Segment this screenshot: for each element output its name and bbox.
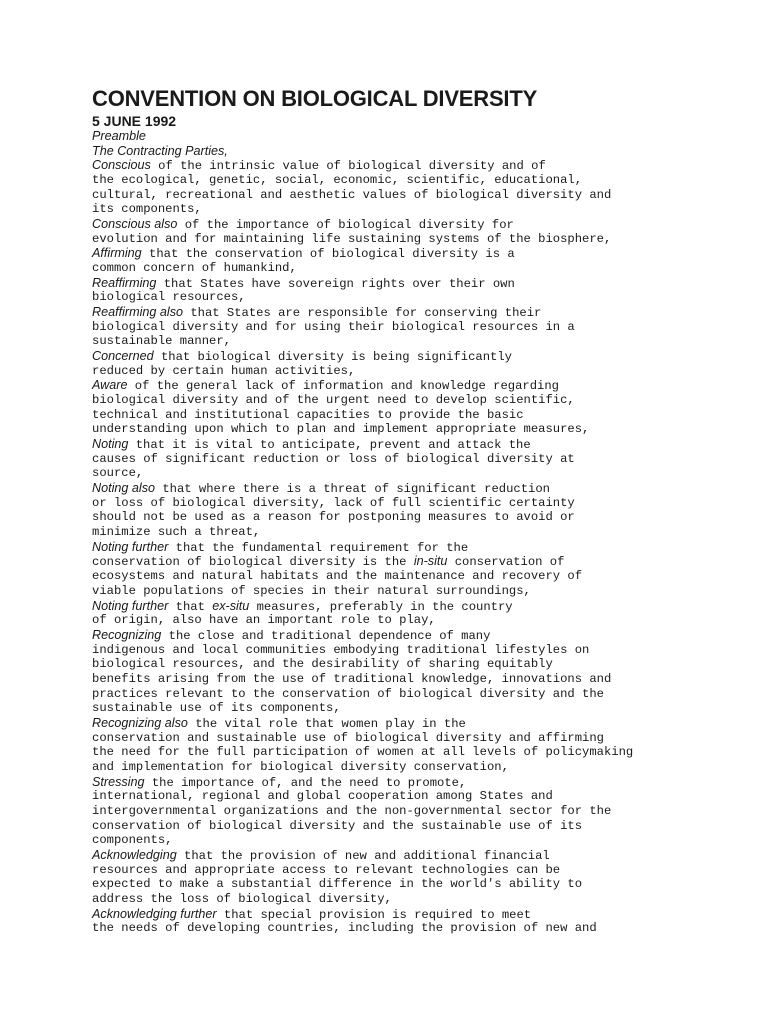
italic-term: Preamble xyxy=(92,129,146,143)
text-line xyxy=(92,804,692,819)
text-line xyxy=(92,408,692,423)
text-line xyxy=(92,599,692,614)
italic-term: Aware xyxy=(92,378,128,393)
italic-term: Reaffirming also xyxy=(92,305,183,320)
document-title: CONVENTION ON BIOLOGICAL DIVERSITY xyxy=(92,86,538,111)
text-run: that the conservation of biological diversity is a xyxy=(141,247,515,262)
text-line xyxy=(92,760,692,775)
text-line xyxy=(92,863,692,878)
text-run: the vital role that women play in the xyxy=(187,716,466,731)
italic-term: Reaffirming xyxy=(92,275,157,290)
text-run: address the loss of biological diversity, xyxy=(92,891,392,906)
text-run: biological diversity and for using their biological resources in a xyxy=(92,319,575,334)
text-run: and implementation for biological diversity conservation, xyxy=(92,759,509,774)
text-run: that special provision is required to meet xyxy=(216,907,532,922)
text-line xyxy=(92,745,692,760)
text-run: sustainable manner, xyxy=(92,334,231,349)
text-line xyxy=(92,232,692,247)
document-page xyxy=(92,87,692,936)
text-run: the ecological, genetic, social, economic, scientific, educational, xyxy=(92,173,583,188)
text-run: the need for the full participation of women at all levels of policymaking xyxy=(92,745,634,760)
text-run: ecosystems and natural habitats and the maintenance and recovery of xyxy=(92,569,583,584)
text-run: that the provision of new and additional financial xyxy=(176,848,550,863)
text-run: international, regional and global cooperation among States and xyxy=(92,789,553,804)
text-line xyxy=(92,525,692,540)
text-line xyxy=(92,716,692,731)
text-line xyxy=(92,496,692,511)
text-run: conservation of xyxy=(447,555,565,570)
text-run: expected to make a substantial difference in the world's ability to xyxy=(92,877,583,892)
text-run: of the importance of biological diversity for xyxy=(177,218,514,233)
text-line xyxy=(92,364,692,379)
text-run: conservation of biological diversity is the xyxy=(92,555,414,570)
italic-term: Concerned xyxy=(92,349,154,364)
text-run: the close and traditional dependence of many xyxy=(161,628,491,643)
text-run: causes of significant reduction or loss of biological diversity at xyxy=(92,451,575,466)
italic-term: Recognizing xyxy=(92,627,162,642)
text-run: biological resources, xyxy=(92,290,246,305)
text-line xyxy=(92,657,692,672)
text-run: practices relevant to the conservation of biological diversity and the xyxy=(92,686,604,701)
italic-term: Recognizing also xyxy=(92,715,188,730)
text-line xyxy=(92,290,692,305)
text-line xyxy=(92,144,692,159)
text-line xyxy=(92,437,692,452)
text-line xyxy=(92,393,692,408)
text-run: benefits arising from the use of traditional knowledge, innovations and xyxy=(92,671,612,686)
text-line xyxy=(92,731,692,746)
text-run: or loss of biological diversity, lack of full scientific certainty xyxy=(92,495,575,510)
text-line xyxy=(92,892,692,907)
text-run: that where there is a threat of significant reduction xyxy=(155,482,550,497)
text-line xyxy=(92,305,692,320)
text-line xyxy=(92,334,692,349)
text-line xyxy=(92,188,692,203)
italic-term: Conscious also xyxy=(92,217,178,232)
text-line xyxy=(92,833,692,848)
italic-term: ex-situ xyxy=(212,598,250,613)
text-line xyxy=(92,510,692,525)
text-run: technical and institutional capacities to provide the basic xyxy=(92,407,524,422)
italic-term: Noting further xyxy=(92,598,169,613)
italic-term: Acknowledging xyxy=(92,847,177,862)
text-run: of the general lack of information and knowledge regarding xyxy=(127,379,559,394)
italic-term: Noting also xyxy=(92,481,156,496)
italic-term: Affirming xyxy=(92,246,142,261)
italic-term: in-situ xyxy=(413,554,448,569)
document-body xyxy=(92,129,692,936)
text-line xyxy=(92,584,692,599)
text-line xyxy=(92,202,692,217)
text-run: understanding upon which to plan and implement appropriate measures, xyxy=(92,422,590,437)
text-line xyxy=(92,687,692,702)
text-run: of origin, also have an important role to play, xyxy=(92,613,436,628)
text-run: viable populations of species in their natural surroundings, xyxy=(92,583,531,598)
text-run: the needs of developing countries, including the provision of new and xyxy=(92,921,597,936)
italic-term: Noting further xyxy=(92,539,169,554)
text-run: intergovernmental organizations and the non-governmental sector for the xyxy=(92,803,612,818)
text-run: measures, preferably in the country xyxy=(249,599,513,614)
text-line xyxy=(92,173,692,188)
text-line xyxy=(92,422,692,437)
text-run: that it is vital to anticipate, prevent and attack the xyxy=(128,438,531,453)
text-line xyxy=(92,789,692,804)
text-run: cultural, recreational and aesthetic values of biological diversity and xyxy=(92,187,612,202)
text-run: should not be used as a reason for postponing measures to avoid or xyxy=(92,510,575,525)
text-run: that States are responsible for conserving their xyxy=(183,306,542,321)
text-line xyxy=(92,320,692,335)
text-run: source, xyxy=(92,466,144,481)
text-line xyxy=(92,217,692,232)
text-line xyxy=(92,158,692,173)
text-line xyxy=(92,378,692,393)
text-run: that xyxy=(168,599,213,614)
text-line xyxy=(92,452,692,467)
text-line xyxy=(92,628,692,643)
text-run: conservation of biological diversity and the sustainable use of its xyxy=(92,818,583,833)
text-line xyxy=(92,921,692,936)
text-run: biological resources, and the desirability of sharing equitably xyxy=(92,657,553,672)
text-line xyxy=(92,276,692,291)
text-line xyxy=(92,701,692,716)
text-line xyxy=(92,349,692,364)
italic-term: Conscious xyxy=(92,158,151,173)
text-line xyxy=(92,848,692,863)
text-run: resources and appropriate access to relevant technologies can be xyxy=(92,862,561,877)
text-run: components, xyxy=(92,833,173,848)
text-line xyxy=(92,613,692,628)
text-line xyxy=(92,672,692,687)
document-date: 5 JUNE 1992 xyxy=(92,113,177,129)
text-run: biological diversity and of the urgent need to develop scientific, xyxy=(92,393,575,408)
text-line xyxy=(92,877,692,892)
text-run: minimize such a threat, xyxy=(92,525,261,540)
text-line xyxy=(92,775,692,790)
text-line xyxy=(92,261,692,276)
text-line xyxy=(92,246,692,261)
text-run: that the fundamental requirement for the xyxy=(168,540,469,555)
text-run: indigenous and local communities embodying traditional lifestyles on xyxy=(92,642,590,657)
italic-term: Acknowledging further xyxy=(92,906,217,921)
italic-term: The Contracting Parties, xyxy=(92,143,228,158)
text-run: sustainable use of its components, xyxy=(92,701,341,716)
text-run: that biological diversity is being significantly xyxy=(153,350,512,365)
text-run: its components, xyxy=(92,202,202,217)
text-run: reduced by certain human activities, xyxy=(92,363,356,378)
text-line xyxy=(92,466,692,481)
text-line xyxy=(92,554,692,569)
text-line xyxy=(92,907,692,922)
text-run: conservation and sustainable use of biological diversity and affirming xyxy=(92,730,604,745)
text-line xyxy=(92,540,692,555)
text-run: common concern of humankind, xyxy=(92,261,297,276)
text-run: of the intrinsic value of biological diversity and of xyxy=(150,159,546,174)
text-line xyxy=(92,819,692,834)
italic-term: Stressing xyxy=(92,774,145,789)
text-run: evolution and for maintaining life sustaining systems of the biosphere, xyxy=(92,231,612,246)
text-line xyxy=(92,569,692,584)
text-run: that States have sovereign rights over their own xyxy=(156,276,515,291)
text-run: the importance of, and the need to promote, xyxy=(144,775,467,790)
text-line xyxy=(92,481,692,496)
italic-term: Noting xyxy=(92,437,129,452)
text-line xyxy=(92,643,692,658)
text-line xyxy=(92,129,692,144)
